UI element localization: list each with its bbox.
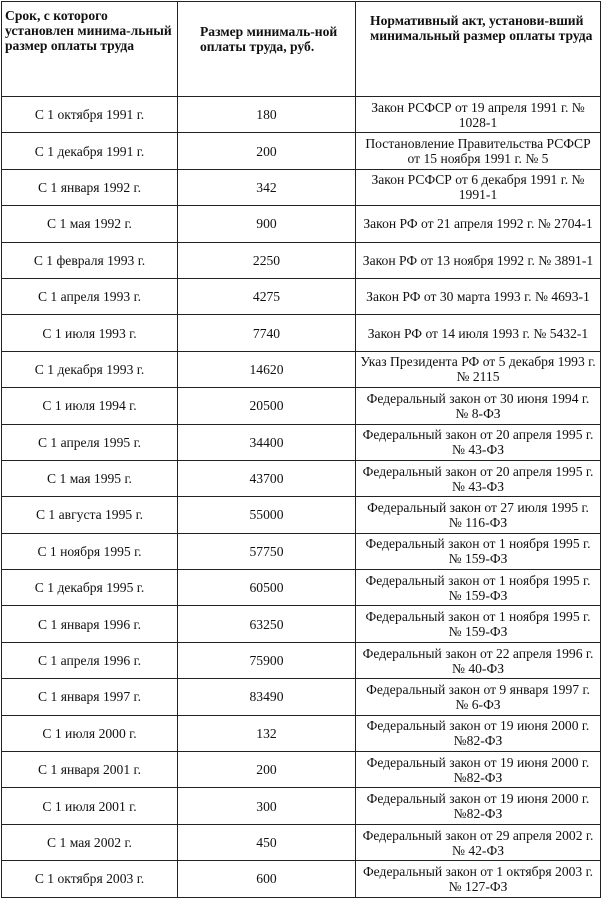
cell-act: Федеральный закон от 9 января 1997 г. № 6-ФЗ: [356, 679, 601, 715]
cell-amount: 300: [178, 788, 356, 824]
cell-act: Федеральный закон от 19 июня 2000 г. №82-ФЗ: [356, 788, 601, 824]
table-row: [2, 497, 601, 533]
cell-amount: 83490: [178, 679, 356, 715]
cell-amount: 60500: [178, 570, 356, 606]
cell-date: С 1 января 1997 г.: [2, 679, 178, 715]
cell-date: С 1 декабря 1993 г.: [2, 351, 178, 387]
cell-act: Федеральный закон от 27 июля 1995 г. № 116-ФЗ: [356, 497, 601, 533]
table-row: [2, 242, 601, 278]
cell-act: Федеральный закон от 20 апреля 1995 г. № 43-ФЗ: [356, 460, 601, 496]
cell-amount: 132: [178, 715, 356, 751]
table-row: [2, 824, 601, 860]
table-row: [2, 133, 601, 169]
cell-date: С 1 июля 2001 г.: [2, 788, 178, 824]
table-row: [2, 460, 601, 496]
cell-date: С 1 мая 1995 г.: [2, 460, 178, 496]
cell-amount: 14620: [178, 351, 356, 387]
table-row: [2, 606, 601, 642]
cell-date: С 1 декабря 1991 г.: [2, 133, 178, 169]
cell-act: Федеральный закон от 1 ноября 1995 г. № 159-ФЗ: [356, 533, 601, 569]
cell-amount: 200: [178, 133, 356, 169]
cell-act: Закон РСФСР от 19 апреля 1991 г. № 1028-1: [356, 97, 601, 133]
cell-date: С 1 июля 1993 г.: [2, 315, 178, 351]
table-row: [2, 97, 601, 133]
cell-date: С 1 ноября 1995 г.: [2, 533, 178, 569]
table-row: [2, 679, 601, 715]
cell-amount: 4275: [178, 278, 356, 314]
cell-amount: 7740: [178, 315, 356, 351]
cell-act: Постановление Правительства РСФСР от 15 ноября 1991 г. № 5: [356, 133, 601, 169]
cell-act: Федеральный закон от 19 июня 2000 г. №82-ФЗ: [356, 715, 601, 751]
cell-amount: 43700: [178, 460, 356, 496]
table-row: [2, 424, 601, 460]
cell-amount: 55000: [178, 497, 356, 533]
cell-date: С 1 октября 1991 г.: [2, 97, 178, 133]
cell-date: С 1 июля 1994 г.: [2, 388, 178, 424]
cell-date: С 1 мая 1992 г.: [2, 206, 178, 242]
table-header-row: [2, 2, 601, 97]
cell-act: Федеральный закон от 1 ноября 1995 г. № 159-ФЗ: [356, 606, 601, 642]
cell-act: Федеральный закон от 30 июня 1994 г. № 8-ФЗ: [356, 388, 601, 424]
cell-date: С 1 мая 2002 г.: [2, 824, 178, 860]
table-row: [2, 570, 601, 606]
cell-amount: 450: [178, 824, 356, 860]
cell-date: С 1 августа 1995 г.: [2, 497, 178, 533]
cell-amount: 200: [178, 752, 356, 788]
cell-amount: 600: [178, 861, 356, 897]
table-row: [2, 788, 601, 824]
cell-act: Закон РСФСР от 6 декабря 1991 г. № 1991-1: [356, 169, 601, 205]
table-row: [2, 642, 601, 678]
cell-date: С 1 января 1996 г.: [2, 606, 178, 642]
table-row: [2, 388, 601, 424]
cell-amount: 34400: [178, 424, 356, 460]
cell-act: Закон РФ от 13 ноября 1992 г. № 3891-1: [356, 242, 601, 278]
cell-date: С 1 декабря 1995 г.: [2, 570, 178, 606]
cell-act: Федеральный закон от 19 июня 2000 г. №82-ФЗ: [356, 752, 601, 788]
cell-amount: 2250: [178, 242, 356, 278]
cell-act: Федеральный закон от 1 октября 2003 г. № 127-ФЗ: [356, 861, 601, 897]
cell-date: С 1 апреля 1996 г.: [2, 642, 178, 678]
document-page: [1, 1, 601, 898]
cell-date: С 1 апреля 1995 г.: [2, 424, 178, 460]
table-row: [2, 206, 601, 242]
cell-date: С 1 апреля 1993 г.: [2, 278, 178, 314]
cell-date: С 1 января 1992 г.: [2, 169, 178, 205]
cell-date: С 1 января 2001 г.: [2, 752, 178, 788]
cell-act: Закон РФ от 21 апреля 1992 г. № 2704-1: [356, 206, 601, 242]
cell-act: Федеральный закон от 1 ноября 1995 г. № 159-ФЗ: [356, 570, 601, 606]
cell-act: Федеральный закон от 29 апреля 2002 г. № 42-ФЗ: [356, 824, 601, 860]
header-act: Нормативный акт, установи-вший минимальный размер оплаты труда: [356, 2, 601, 97]
table-row: [2, 169, 601, 205]
table-body: [2, 97, 601, 898]
header-amount: Размер минималь-ной оплаты труда, руб.: [178, 2, 356, 97]
cell-date: С 1 февраля 1993 г.: [2, 242, 178, 278]
cell-amount: 342: [178, 169, 356, 205]
cell-act: Закон РФ от 14 июля 1993 г. № 5432-1: [356, 315, 601, 351]
table-row: [2, 715, 601, 751]
cell-amount: 63250: [178, 606, 356, 642]
cell-act: Федеральный закон от 20 апреля 1995 г. № 43-ФЗ: [356, 424, 601, 460]
cell-date: С 1 октября 2003 г.: [2, 861, 178, 897]
header-date: Срок, с которого установлен минима-льный размер оплаты труда: [2, 2, 178, 97]
cell-act: Федеральный закон от 22 апреля 1996 г. № 40-ФЗ: [356, 642, 601, 678]
cell-amount: 20500: [178, 388, 356, 424]
table-row: [2, 752, 601, 788]
cell-amount: 57750: [178, 533, 356, 569]
cell-act: Указ Президента РФ от 5 декабря 1993 г. № 2115: [356, 351, 601, 387]
cell-date: С 1 июля 2000 г.: [2, 715, 178, 751]
cell-amount: 75900: [178, 642, 356, 678]
table-row: [2, 278, 601, 314]
table-row: [2, 315, 601, 351]
table-row: [2, 861, 601, 897]
cell-act: Закон РФ от 30 марта 1993 г. № 4693-1: [356, 278, 601, 314]
cell-amount: 900: [178, 206, 356, 242]
table-row: [2, 533, 601, 569]
table-row: [2, 351, 601, 387]
cell-amount: 180: [178, 97, 356, 133]
minimum-wage-table: [1, 1, 601, 898]
